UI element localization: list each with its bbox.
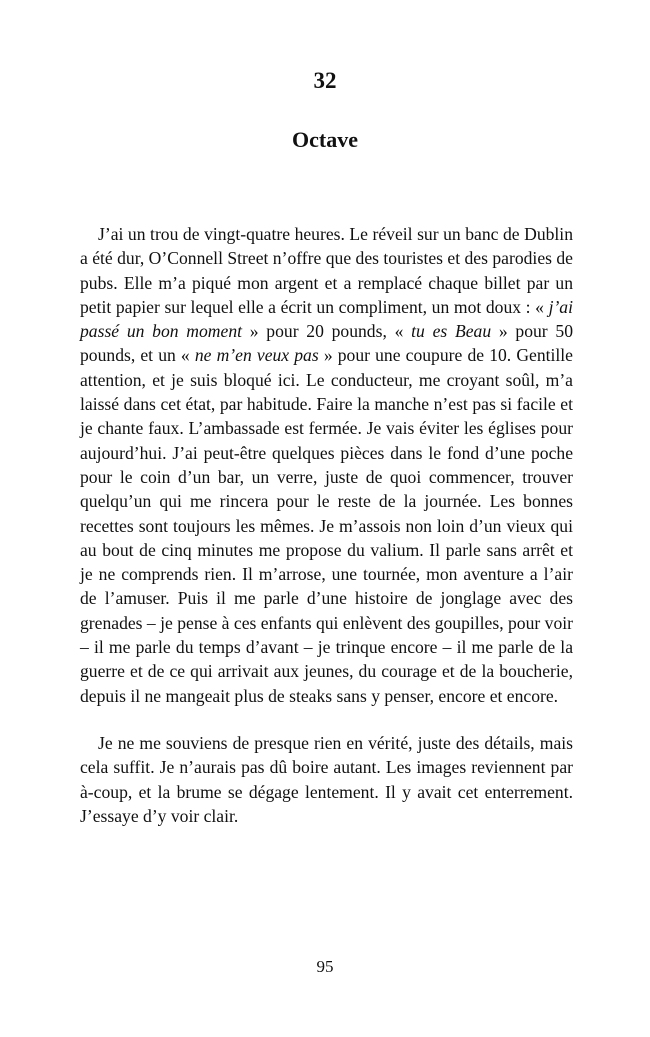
quote-tu-es-beau: tu es Beau: [411, 321, 492, 342]
paragraph-1-text-1: J’ai un trou de vingt-quatre heures. Le réveil sur un banc de Dublin a été dur, O’Connell Street n’offre que des touristes et des parodies de pubs. Elle m’a piqué mon argent et a remplacé chaque billet par un petit papier sur lequel elle a écrit un compliment, un mot doux : «: [80, 224, 573, 317]
paragraph-2: Je ne me souviens de presque rien en vérité, juste des détails, mais cela suffit. Je n’aurais pas dû boire autant. Les images reviennent par à-coup, et la brume se dégage lentement. Il y avait cet enterrement. J’essaye d’y voir clair.: [80, 732, 573, 826]
page-number: 95: [316, 957, 334, 976]
chapter-number: 32: [313, 68, 337, 93]
quote-ne-men-veux-pas: ne m’en veux pas: [194, 345, 319, 366]
quote-bon-moment: j’ai passé un bon moment: [80, 296, 573, 342]
paragraph-1-text-3: » pour 50 pounds, et un «: [80, 321, 573, 366]
chapter-title: Octave: [292, 127, 358, 152]
paragraph-1-text-4: » pour une coupure de 10. Gentille attention, et je suis bloqué ici. Le conducteur, me croyant soûl, m’a laissé dans cet état, par habitude. Faire la manche n’est pas si facile et je chante faux. L’ambassade est fermée. Je vais éviter les églises pour aujourd’hui. J’ai peut-être quelques pièces dans le fond d’une poche pour le coin d’un bar, un verre, juste de quoi commencer, trouver quelqu’un qui me rincera pour le reste de la journée. Les bonnes recettes sont toujours les mêmes. Je m’assois non loin d’un vieux qui au bout de cinq minutes me propose du valium. Il parle sans arrêt et je ne comprends rien. Il m’arrose, une tournée, mon aventure a l’air de l’amuser. Puis il me parle d’une histoire de jonglage avec des grenades – je pense à ces enfants qui enlèvent des goupilles, pour voir – il me parle du temps d’avant – je trinque encore – il me parle de la guerre et de ce qui arrivait aux jeunes, du courage et de la boucherie, depuis il ne mangeait plus de steaks sans y penser, encore et encore.: [80, 345, 573, 706]
paragraph-1: [80, 222, 573, 708]
paragraph-1-text-2: » pour 20 pounds, «: [242, 321, 412, 342]
chapter-body: [80, 222, 573, 828]
